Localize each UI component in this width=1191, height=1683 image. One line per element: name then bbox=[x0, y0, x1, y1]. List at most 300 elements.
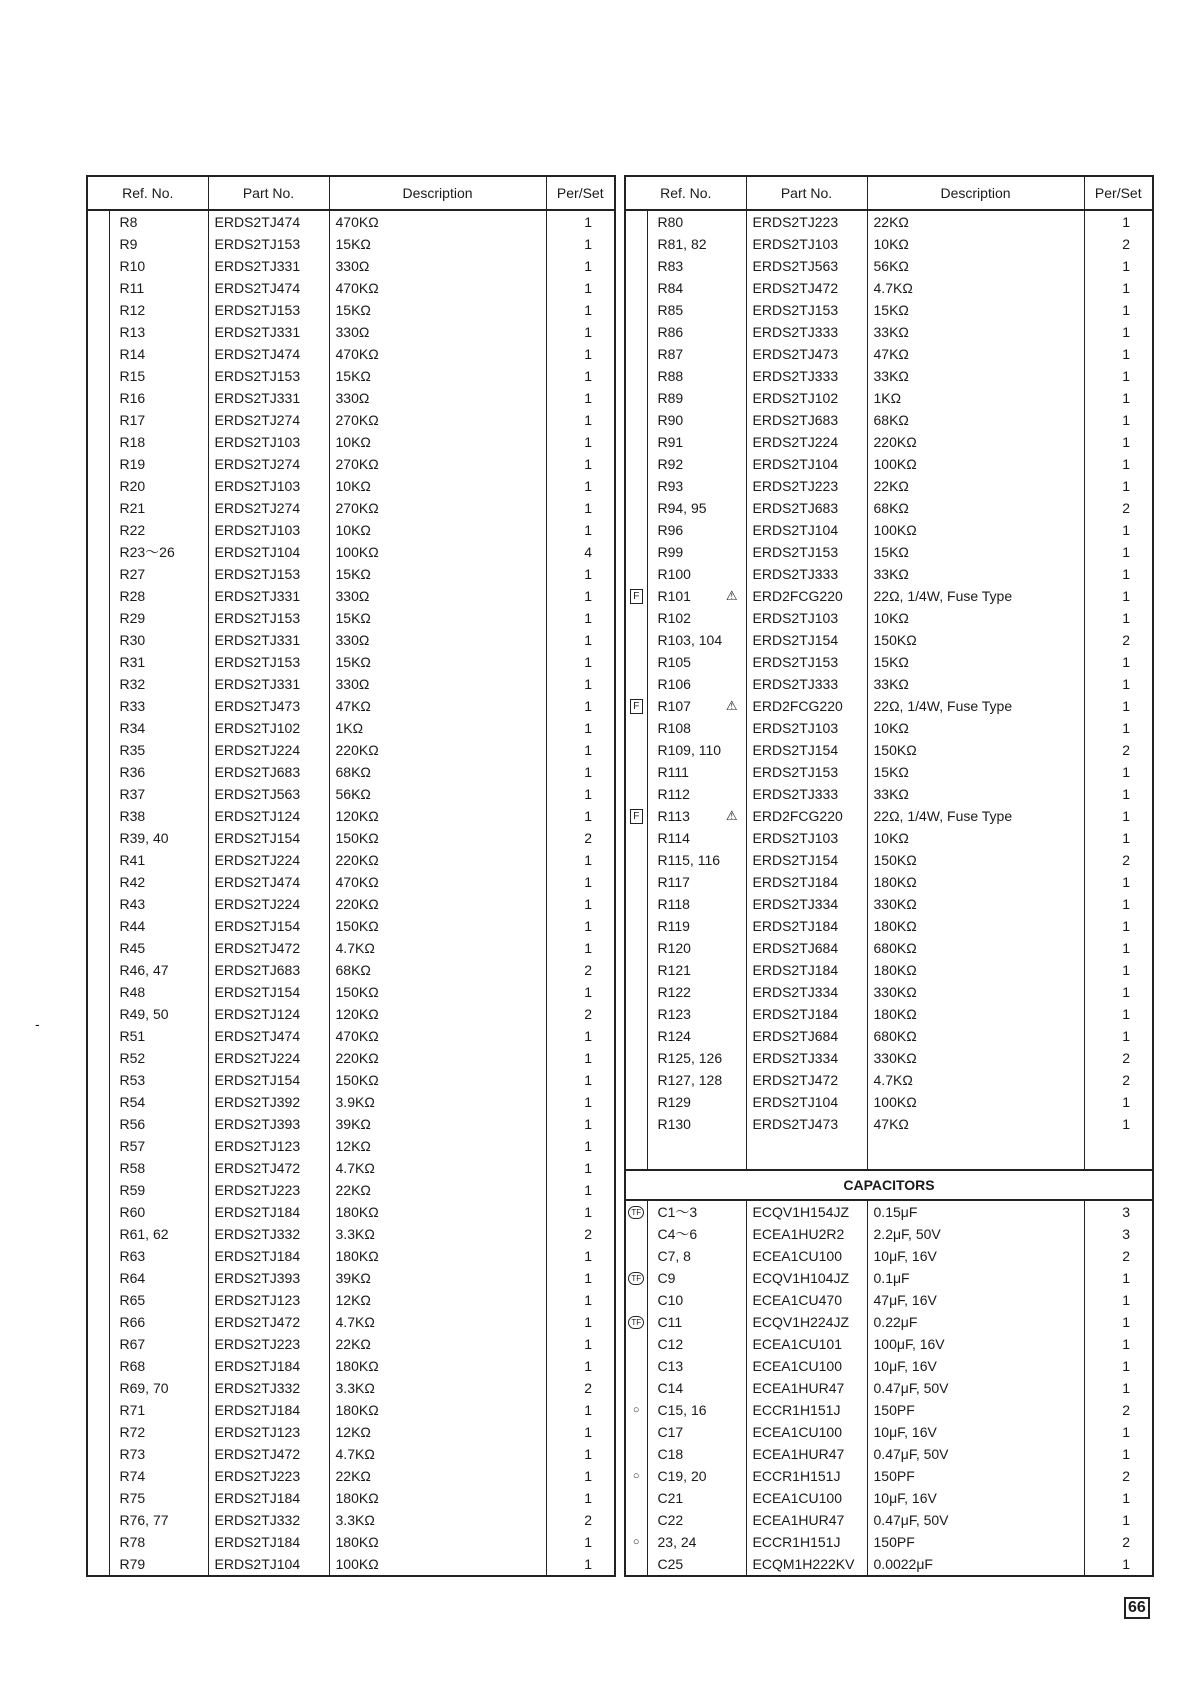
per-set-cell: 1 bbox=[1084, 387, 1153, 409]
description-cell: 330KΩ bbox=[867, 981, 1084, 1003]
mark-cell bbox=[87, 431, 109, 453]
table-row bbox=[625, 1267, 1153, 1289]
part-no-cell: ERD2FCG220 bbox=[746, 695, 867, 717]
mark-cell bbox=[625, 475, 647, 497]
part-no-cell: ECCR1H151J bbox=[746, 1399, 867, 1421]
part-no-cell: ERDS2TJ331 bbox=[208, 585, 329, 607]
part-no-cell: ERDS2TJ392 bbox=[208, 1091, 329, 1113]
part-no-cell: ERDS2TJ184 bbox=[208, 1355, 329, 1377]
description-cell: 15KΩ bbox=[867, 541, 1084, 563]
table-row bbox=[87, 849, 615, 871]
description-cell: 1KΩ bbox=[329, 717, 546, 739]
description-cell: 100μF, 16V bbox=[867, 1333, 1084, 1355]
mark-cell bbox=[625, 893, 647, 915]
table-row bbox=[87, 805, 615, 827]
per-set-cell: 1 bbox=[1084, 783, 1153, 805]
part-no-cell: ECEA1HUR47 bbox=[746, 1443, 867, 1465]
description-cell: 150KΩ bbox=[867, 849, 1084, 871]
table-row bbox=[87, 651, 615, 673]
per-set-cell: 2 bbox=[546, 1003, 615, 1025]
per-set-cell: 1 bbox=[546, 1399, 615, 1421]
mark-cell bbox=[625, 1245, 647, 1267]
table-row bbox=[87, 915, 615, 937]
ref-no-cell: R108 bbox=[647, 717, 746, 739]
description-cell: 0.47μF, 50V bbox=[867, 1377, 1084, 1399]
empty-cell bbox=[647, 1135, 746, 1170]
ref-no-cell: R130 bbox=[647, 1113, 746, 1135]
part-no-cell: ERDS2TJ154 bbox=[746, 849, 867, 871]
part-no-cell: ERDS2TJ474 bbox=[208, 871, 329, 893]
table-row bbox=[87, 1311, 615, 1333]
per-set-cell: 2 bbox=[1084, 1531, 1153, 1553]
mark-cell bbox=[87, 1157, 109, 1179]
table-row bbox=[87, 343, 615, 365]
part-no-cell: ERDS2TJ103 bbox=[746, 233, 867, 255]
mark-cell bbox=[87, 1399, 109, 1421]
part-no-cell: ERDS2TJ333 bbox=[746, 365, 867, 387]
ref-no-cell: R120 bbox=[647, 937, 746, 959]
mark-cell bbox=[625, 563, 647, 585]
description-cell: 68KΩ bbox=[867, 497, 1084, 519]
table-row bbox=[625, 1069, 1153, 1091]
warning-icon: ⚠ bbox=[725, 588, 738, 603]
part-no-cell: ERDS2TJ334 bbox=[746, 981, 867, 1003]
part-no-cell: ECQV1H104JZ bbox=[746, 1267, 867, 1289]
left-header-row bbox=[87, 176, 615, 210]
description-cell: 4.7KΩ bbox=[329, 937, 546, 959]
table-row bbox=[625, 409, 1153, 431]
table-row bbox=[87, 783, 615, 805]
description-cell: 100KΩ bbox=[867, 453, 1084, 475]
description-cell: 150KΩ bbox=[329, 1069, 546, 1091]
ref-no-cell: R59 bbox=[109, 1179, 208, 1201]
per-set-cell: 1 bbox=[1084, 1377, 1153, 1399]
description-cell: 100KΩ bbox=[867, 1091, 1084, 1113]
part-no-cell: ERDS2TJ274 bbox=[208, 497, 329, 519]
per-set-cell: 1 bbox=[546, 849, 615, 871]
table-row bbox=[87, 210, 615, 233]
table-row bbox=[625, 849, 1153, 871]
mark-cell bbox=[625, 805, 647, 827]
per-set-cell: 1 bbox=[546, 1311, 615, 1333]
description-cell: 150PF bbox=[867, 1399, 1084, 1421]
per-set-cell: 1 bbox=[546, 1201, 615, 1223]
fuse-mark-icon: F bbox=[630, 699, 643, 714]
ref-no-cell: R99 bbox=[647, 541, 746, 563]
ref-no-cell: R19 bbox=[109, 453, 208, 475]
part-no-cell: ECEA1CU100 bbox=[746, 1421, 867, 1443]
ref-no-cell: R115, 116 bbox=[647, 849, 746, 871]
ref-no-cell: C17 bbox=[647, 1421, 746, 1443]
part-no-cell: ERDS2TJ153 bbox=[208, 299, 329, 321]
description-cell: 22Ω, 1/4W, Fuse Type bbox=[867, 585, 1084, 607]
ref-no-cell: R9 bbox=[109, 233, 208, 255]
ref-no-cell: R72 bbox=[109, 1421, 208, 1443]
per-set-cell: 1 bbox=[546, 651, 615, 673]
mark-cell bbox=[625, 1091, 647, 1113]
description-cell: 180KΩ bbox=[329, 1399, 546, 1421]
part-no-cell: ERDS2TJ474 bbox=[208, 1025, 329, 1047]
per-set-cell: 1 bbox=[1084, 893, 1153, 915]
description-cell: 150KΩ bbox=[867, 739, 1084, 761]
mark-cell bbox=[87, 409, 109, 431]
description-cell: 47KΩ bbox=[867, 1113, 1084, 1135]
mark-cell bbox=[625, 431, 647, 453]
ref-no-cell: R73 bbox=[109, 1443, 208, 1465]
per-set-cell: 1 bbox=[1084, 365, 1153, 387]
table-row bbox=[87, 277, 615, 299]
description-cell: 220KΩ bbox=[329, 849, 546, 871]
part-no-cell: ERDS2TJ184 bbox=[746, 871, 867, 893]
mark-cell bbox=[87, 1509, 109, 1531]
ref-no-cell: R87 bbox=[647, 343, 746, 365]
description-cell: 22Ω, 1/4W, Fuse Type bbox=[867, 805, 1084, 827]
mark-cell bbox=[87, 871, 109, 893]
per-set-cell: 1 bbox=[546, 739, 615, 761]
table-row bbox=[87, 1113, 615, 1135]
ref-no-cell: R39, 40 bbox=[109, 827, 208, 849]
per-set-cell: 1 bbox=[1084, 695, 1153, 717]
description-cell: 15KΩ bbox=[329, 299, 546, 321]
table-row bbox=[87, 717, 615, 739]
table-row bbox=[87, 1509, 615, 1531]
description-cell: 180KΩ bbox=[329, 1201, 546, 1223]
empty-cell bbox=[867, 1135, 1084, 1170]
per-set-cell: 1 bbox=[546, 673, 615, 695]
per-set-cell: 1 bbox=[1084, 651, 1153, 673]
part-no-cell: ERDS2TJ184 bbox=[746, 915, 867, 937]
part-no-cell: ERDS2TJ103 bbox=[208, 519, 329, 541]
ref-no-cell: R23～26 bbox=[109, 541, 208, 563]
ref-no-cell: R129 bbox=[647, 1091, 746, 1113]
table-row bbox=[625, 1465, 1153, 1487]
table-row bbox=[625, 519, 1153, 541]
table-row bbox=[87, 981, 615, 1003]
mark-cell bbox=[87, 1289, 109, 1311]
part-no-cell: ERDS2TJ563 bbox=[208, 783, 329, 805]
per-set-cell: 1 bbox=[546, 1487, 615, 1509]
ref-no-cell: R21 bbox=[109, 497, 208, 519]
per-set-cell: 1 bbox=[546, 321, 615, 343]
mark-cell bbox=[87, 629, 109, 651]
description-cell: 220KΩ bbox=[329, 739, 546, 761]
ref-no-cell: R101 ⚠ bbox=[647, 585, 746, 607]
description-cell: 470KΩ bbox=[329, 871, 546, 893]
part-no-cell: ERDS2TJ333 bbox=[746, 563, 867, 585]
ref-no-cell: R57 bbox=[109, 1135, 208, 1157]
table-row bbox=[87, 893, 615, 915]
part-no-cell: ERDS2TJ331 bbox=[208, 321, 329, 343]
table-row bbox=[625, 475, 1153, 497]
part-no-cell: ERDS2TJ683 bbox=[746, 409, 867, 431]
mark-cell bbox=[625, 255, 647, 277]
ref-no-cell: R64 bbox=[109, 1267, 208, 1289]
table-row bbox=[625, 585, 1153, 607]
description-cell: 3.3KΩ bbox=[329, 1377, 546, 1399]
ref-no-cell: R29 bbox=[109, 607, 208, 629]
description-cell: 56KΩ bbox=[867, 255, 1084, 277]
ref-no-cell: R41 bbox=[109, 849, 208, 871]
description-cell: 180KΩ bbox=[329, 1487, 546, 1509]
part-no-cell: ERDS2TJ224 bbox=[208, 893, 329, 915]
mark-cell bbox=[625, 937, 647, 959]
description-cell: 10KΩ bbox=[329, 475, 546, 497]
tf-mark-icon: TF bbox=[628, 1316, 644, 1329]
per-set-cell: 1 bbox=[546, 1047, 615, 1069]
per-set-cell: 1 bbox=[1084, 210, 1153, 233]
table-row bbox=[625, 1399, 1153, 1421]
per-set-cell: 2 bbox=[546, 827, 615, 849]
part-no-cell: ERDS2TJ684 bbox=[746, 937, 867, 959]
description-cell: 15KΩ bbox=[329, 233, 546, 255]
part-no-cell: ERDS2TJ184 bbox=[208, 1531, 329, 1553]
mark-cell bbox=[87, 1377, 109, 1399]
part-no-cell: ERDS2TJ224 bbox=[208, 1047, 329, 1069]
description-cell: 470KΩ bbox=[329, 343, 546, 365]
per-set-cell: 1 bbox=[1084, 1113, 1153, 1135]
table-row bbox=[625, 497, 1153, 519]
per-set-cell: 2 bbox=[546, 1223, 615, 1245]
ref-no-cell: R112 bbox=[647, 783, 746, 805]
description-cell: 4.7KΩ bbox=[867, 1069, 1084, 1091]
capacitors-heading: CAPACITORS bbox=[625, 1170, 1153, 1200]
part-no-cell: ERDS2TJ104 bbox=[208, 1553, 329, 1576]
mark-cell bbox=[625, 1289, 647, 1311]
per-set-cell: 1 bbox=[546, 629, 615, 651]
left-parts-table bbox=[86, 175, 616, 1577]
ref-no-cell: R58 bbox=[109, 1157, 208, 1179]
ref-no-cell: R74 bbox=[109, 1465, 208, 1487]
per-set-cell: 1 bbox=[546, 1465, 615, 1487]
mark-cell bbox=[625, 1025, 647, 1047]
description-cell: 1KΩ bbox=[867, 387, 1084, 409]
ref-no-cell: R124 bbox=[647, 1025, 746, 1047]
mark-cell bbox=[625, 1377, 647, 1399]
ref-no-cell: 23, 24 bbox=[647, 1531, 746, 1553]
ref-no-cell: R14 bbox=[109, 343, 208, 365]
mark-cell bbox=[625, 783, 647, 805]
part-no-cell: ERDS2TJ103 bbox=[208, 431, 329, 453]
mark-cell bbox=[87, 299, 109, 321]
per-set-cell: 1 bbox=[546, 1157, 615, 1179]
mark-cell bbox=[625, 1135, 647, 1170]
table-row bbox=[625, 453, 1153, 475]
table-row bbox=[625, 1200, 1153, 1223]
table-row bbox=[625, 827, 1153, 849]
ref-no-cell: R111 bbox=[647, 761, 746, 783]
ref-no-cell: R85 bbox=[647, 299, 746, 321]
mark-cell bbox=[87, 1311, 109, 1333]
mark-cell bbox=[87, 827, 109, 849]
part-no-cell: ECEA1CU470 bbox=[746, 1289, 867, 1311]
table-row bbox=[625, 365, 1153, 387]
mark-cell bbox=[87, 1267, 109, 1289]
per-set-cell: 1 bbox=[1084, 1003, 1153, 1025]
part-no-cell: ERDS2TJ474 bbox=[208, 343, 329, 365]
part-no-cell: ERDS2TJ472 bbox=[746, 277, 867, 299]
mark-cell bbox=[87, 695, 109, 717]
part-no-cell: ERDS2TJ153 bbox=[208, 233, 329, 255]
table-row bbox=[87, 563, 615, 585]
per-set-cell: 1 bbox=[1084, 937, 1153, 959]
per-set-cell: 1 bbox=[1084, 981, 1153, 1003]
part-no-cell: ERDS2TJ154 bbox=[208, 981, 329, 1003]
ref-no-cell: R54 bbox=[109, 1091, 208, 1113]
ref-no-cell: R118 bbox=[647, 893, 746, 915]
table-row bbox=[87, 1047, 615, 1069]
per-set-cell: 1 bbox=[546, 1443, 615, 1465]
mark-cell bbox=[87, 959, 109, 981]
per-set-cell: 1 bbox=[546, 1421, 615, 1443]
mark-cell bbox=[87, 739, 109, 761]
ref-no-cell: C13 bbox=[647, 1355, 746, 1377]
ref-no-cell: R44 bbox=[109, 915, 208, 937]
description-cell: 220KΩ bbox=[329, 893, 546, 915]
part-no-cell: ERDS2TJ184 bbox=[746, 959, 867, 981]
table-row bbox=[625, 1509, 1153, 1531]
per-set-cell: 1 bbox=[546, 563, 615, 585]
per-set-cell: 1 bbox=[1084, 1025, 1153, 1047]
mark-cell bbox=[625, 607, 647, 629]
mark-cell bbox=[87, 673, 109, 695]
ref-no-cell: R90 bbox=[647, 409, 746, 431]
part-no-cell: ERDS2TJ332 bbox=[208, 1509, 329, 1531]
ref-no-cell: R63 bbox=[109, 1245, 208, 1267]
part-no-cell: ECCR1H151J bbox=[746, 1531, 867, 1553]
description-header: Description bbox=[867, 176, 1084, 210]
part-no-cell: ERDS2TJ104 bbox=[746, 1091, 867, 1113]
per-set-cell: 1 bbox=[546, 1289, 615, 1311]
description-cell: 180KΩ bbox=[867, 959, 1084, 981]
description-cell: 330Ω bbox=[329, 255, 546, 277]
description-cell: 180KΩ bbox=[329, 1245, 546, 1267]
per-set-cell: 1 bbox=[1084, 1091, 1153, 1113]
mark-cell bbox=[625, 981, 647, 1003]
per-set-cell: 2 bbox=[546, 1509, 615, 1531]
table-row bbox=[625, 1091, 1153, 1113]
ref-no-cell: R125, 126 bbox=[647, 1047, 746, 1069]
mark-cell bbox=[625, 277, 647, 299]
part-no-cell: ERDS2TJ474 bbox=[208, 210, 329, 233]
ref-no-cell: R92 bbox=[647, 453, 746, 475]
mark-cell bbox=[87, 210, 109, 233]
ref-no-cell: R38 bbox=[109, 805, 208, 827]
part-no-cell: ERDS2TJ184 bbox=[208, 1487, 329, 1509]
table-row bbox=[625, 1289, 1153, 1311]
per-set-cell: 2 bbox=[546, 1377, 615, 1399]
mark-cell bbox=[87, 1443, 109, 1465]
table-row bbox=[87, 1399, 615, 1421]
table-row bbox=[87, 1553, 615, 1576]
mark-cell bbox=[87, 277, 109, 299]
table-row bbox=[87, 497, 615, 519]
per-set-cell: 2 bbox=[1084, 629, 1153, 651]
mark-cell bbox=[87, 981, 109, 1003]
mark-cell bbox=[87, 1179, 109, 1201]
mark-cell bbox=[625, 233, 647, 255]
part-no-cell: ECCR1H151J bbox=[746, 1465, 867, 1487]
table-row bbox=[625, 607, 1153, 629]
description-cell: 270KΩ bbox=[329, 453, 546, 475]
description-cell: 33KΩ bbox=[867, 783, 1084, 805]
per-set-cell: 3 bbox=[1084, 1200, 1153, 1223]
table-row bbox=[625, 761, 1153, 783]
mark-cell bbox=[87, 1553, 109, 1576]
part-no-cell: ERDS2TJ683 bbox=[208, 959, 329, 981]
mark-cell bbox=[625, 1487, 647, 1509]
ref-no-cell: R22 bbox=[109, 519, 208, 541]
per-set-cell: 1 bbox=[1084, 321, 1153, 343]
ref-no-cell: R12 bbox=[109, 299, 208, 321]
per-set-cell: 1 bbox=[1084, 519, 1153, 541]
description-cell: 180KΩ bbox=[867, 871, 1084, 893]
per-set-cell: 1 bbox=[546, 607, 615, 629]
ref-no-cell: R48 bbox=[109, 981, 208, 1003]
description-cell: 3.3KΩ bbox=[329, 1223, 546, 1245]
ref-no-cell: R68 bbox=[109, 1355, 208, 1377]
ref-no-cell: C11 bbox=[647, 1311, 746, 1333]
warning-icon: ⚠ bbox=[725, 808, 738, 823]
mark-cell bbox=[87, 1025, 109, 1047]
mark-cell bbox=[625, 1355, 647, 1377]
table-row bbox=[87, 1003, 615, 1025]
part-no-cell: ECEA1HU2R2 bbox=[746, 1223, 867, 1245]
table-row bbox=[87, 541, 615, 563]
table-row bbox=[87, 431, 615, 453]
mark-cell bbox=[625, 1333, 647, 1355]
page-number: 66 bbox=[1124, 1597, 1150, 1619]
mark-cell bbox=[87, 783, 109, 805]
description-cell: 10KΩ bbox=[867, 717, 1084, 739]
table-row bbox=[87, 1465, 615, 1487]
per-set-cell: 1 bbox=[546, 431, 615, 453]
part-no-cell: ERDS2TJ473 bbox=[746, 343, 867, 365]
part-no-cell: ERDS2TJ393 bbox=[208, 1267, 329, 1289]
table-row bbox=[87, 761, 615, 783]
ref-no-cell: R37 bbox=[109, 783, 208, 805]
ref-no-cell: R30 bbox=[109, 629, 208, 651]
circle-mark-icon: ○ bbox=[632, 1403, 640, 1416]
mark-cell bbox=[625, 739, 647, 761]
description-cell: 15KΩ bbox=[867, 761, 1084, 783]
right-header-row bbox=[625, 176, 1153, 210]
per-set-cell: 1 bbox=[1084, 1267, 1153, 1289]
mark-cell bbox=[625, 1003, 647, 1025]
table-row bbox=[87, 519, 615, 541]
tf-mark-icon: TF bbox=[628, 1206, 644, 1219]
ref-no-cell: R107 ⚠ bbox=[647, 695, 746, 717]
mark-cell bbox=[625, 1113, 647, 1135]
part-no-cell: ERDS2TJ154 bbox=[746, 739, 867, 761]
description-cell: 10KΩ bbox=[329, 519, 546, 541]
per-set-cell: 1 bbox=[1084, 915, 1153, 937]
ref-no-cell: R106 bbox=[647, 673, 746, 695]
per-set-cell: 1 bbox=[1084, 475, 1153, 497]
mark-cell bbox=[625, 519, 647, 541]
table-row bbox=[87, 1355, 615, 1377]
ref-no-cell: R86 bbox=[647, 321, 746, 343]
per-set-cell: 1 bbox=[1084, 453, 1153, 475]
per-set-cell: 1 bbox=[546, 761, 615, 783]
part-no-cell: ERDS2TJ124 bbox=[208, 1003, 329, 1025]
part-no-cell: ECEA1HUR47 bbox=[746, 1377, 867, 1399]
per-set-cell: 2 bbox=[1084, 1047, 1153, 1069]
part-no-cell: ERDS2TJ184 bbox=[208, 1245, 329, 1267]
description-cell: 0.1μF bbox=[867, 1267, 1084, 1289]
per-set-cell: 1 bbox=[546, 1025, 615, 1047]
description-cell: 68KΩ bbox=[867, 409, 1084, 431]
per-set-cell: 1 bbox=[1084, 959, 1153, 981]
